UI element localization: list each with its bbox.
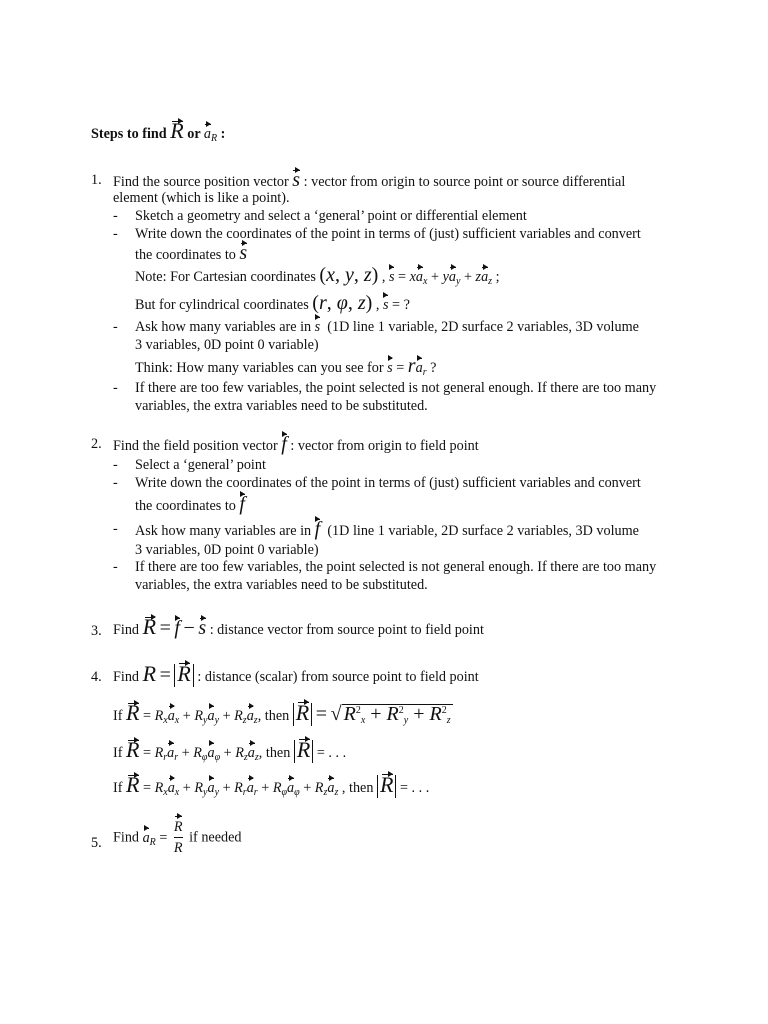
step2-bullet4b: variables, the extra variables need to be substituted. [135,577,428,593]
vector-f: f [281,433,287,455]
step1-bullet2b: the coordinates to s [135,242,248,264]
step1-note-cartesian: Note: For Cartesian coordinates (x, y, z) , $s = xa_x + ya_y + za_z$ ; [135,264,500,287]
step4-cartesian: If $R = R_xa_x + R_ya_y + R_za_z$, then R = √ $R^2_x + R^2_y + R^2_z$ [113,700,451,726]
step2-bullet2a: Write down the coordinates of the point in terms of (just) sufficient variables and convert [135,475,641,491]
step1-bullet4a: If there are too few variables, the point selected is not general enough. If there are too many [135,380,657,396]
step4-number: 4. [91,669,102,685]
step1-bullet3b: 3 variables, 0D point 0 variable) [135,337,319,353]
step1-bullet3a: Ask how many variables are in s (1D line 1 variable, 2D surface 2 variables, 3D volume [135,319,639,335]
step2-bullet3b: 3 variables, 0D point 0 variable) [135,542,319,558]
vector-a: a [203,126,212,142]
heading-colon: : [220,126,226,142]
vector-R: R [170,118,184,143]
step4-cylindrical: If $R = R_ra_r + R_\varphi a_\varphi + R_za_z$, then R = . . . [113,737,347,763]
step5-line: Find $a_R$ = $\frac{R}{R}$ if needed [113,819,242,856]
fraction-R-over-R: $\frac{R}{R}$ [173,819,183,856]
step2-line1: Find the field position vector f : vector from origin to field point [113,433,479,455]
heading-prefix: Steps to find [91,126,167,142]
step4-mixed: If $R = R_xa_x + R_ya_y + R_ra_r + R_\varphi a_\varphi + R_za_z$ , then R = . . . [113,772,430,798]
step5-number: 5. [91,835,102,851]
step1-bullet2a: Write down the coordinates of the point in terms of (just) sufficient variables and convert [135,226,641,242]
document-page: Steps to find R or $a_R$ : 1. Find the source position vector s : vector from origin to source point or source differential element (which is like a point). - Sketch a geometry and select a ‘general’ point or differential element - Write down the coordinates of the point in terms of (just) sufficient variables and convert the coordinates to s Note: For Cartesian coordinates (x, y, z) , $s = xa_x + ya_y + za_z$ ; But for cylindrical coordinates (r, φ, z) , s = ? - Ask how many variables are in s (1D line 1 variable, 2D surface 2 variables, 3D volume 3 variables, 0D point 0 variable) Think: How many variables can you see for $s = ra_r$ ? - If there are too few variables, the point selected is not general enough. If there are too many variables, the extra variables need to be substituted. 2. Find the field position vector f : vector from origin to field point - Select a ‘general’ point - Write down the coordinates of the point in terms of (just) sufficient variables and convert the coordinates to f - Ask how many variables are in f (1D line 1 variable, 2D surface 2 variables, 3D volume 3 variables, 0D point 0 variable) - If there are too few variables, the point selected is not general enough. If there are too many variables, the extra variables need to be substituted. 3. Find R = f − s : distance vector from source point to field point 4. Find R = R : distance (scalar) from source point to field point If $R = R_xa_x + R_ya_y + R_za_z$, then R = √ $R^2_x + R^2_y + R^2_z$ If $R = R_ra_r + R_\varphi a_\varphi + R_za_z$, then R = . . . If $R = R_xa_x + R_ya_y + R_ra_r + R_\varphi a_\varphi + R_za_z$ , then R = . . . 5. Find $a_R$ = $\frac{R}{R}$ if needed [91,118,657,856]
step1-bullet1: Sketch a geometry and select a ‘general’ point or differential element [135,208,527,224]
step2-bullet2b: the coordinates to f [135,493,245,515]
heading: Steps to find R or $a_R$ : [91,118,226,144]
step1-note-cylindrical: But for cylindrical coordinates (r, φ, z) , s = ? [135,292,410,314]
step1-number: 1. [91,172,102,188]
vector-s: s [292,169,301,191]
step1-line2: element (which is like a point). [113,190,290,206]
step3-number: 3. [91,623,102,639]
step3-line: Find R = f − s : distance vector from source point to field point [113,614,484,639]
step1-think: Think: How many variables can you see for $s = ra_r$ ? [135,355,437,378]
step1-line1: Find the source position vector s : vector from origin to source point or source differential [113,169,626,191]
step2-bullet1: Select a ‘general’ point [135,457,266,473]
step1-bullet4b: variables, the extra variables need to be substituted. [135,398,428,414]
step2-bullet4a: If there are too few variables, the point selected is not general enough. If there are too many [135,559,657,575]
step2-number: 2. [91,436,102,452]
heading-or: or [187,126,201,142]
step2-bullet3a: Ask how many variables are in f (1D line 1 variable, 2D surface 2 variables, 3D volume [135,518,639,540]
step4-line: Find R = R : distance (scalar) from source point to field point [113,661,479,686]
